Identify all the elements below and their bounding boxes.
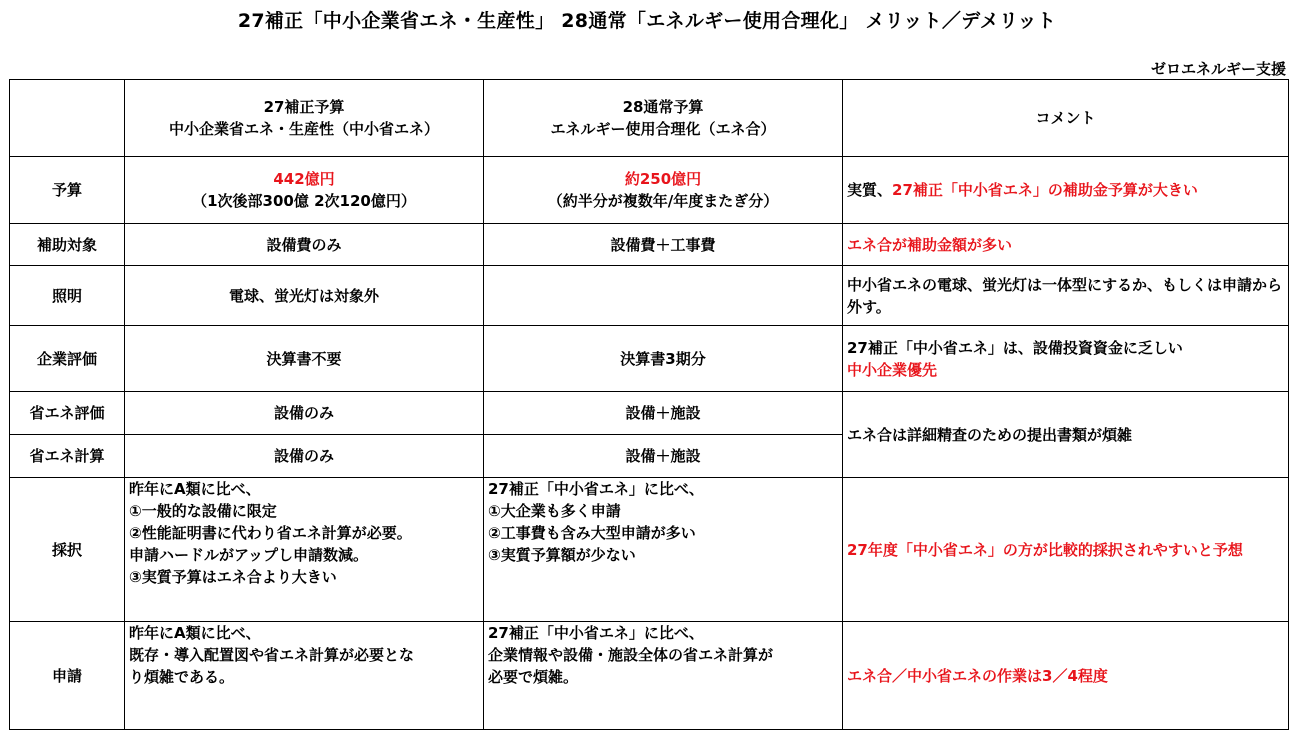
- adoption-comment: 27年度「中小省エネ」の方が比較的採択されやすいと予想: [847, 540, 1243, 559]
- comparison-table: [9, 79, 1289, 730]
- table-cell: 設備＋施設: [484, 435, 843, 478]
- application-27-line: り煩雑である。: [129, 668, 235, 686]
- energy-merged-comment-cell: エネ合は詳細精査のための提出書類が煩雑: [843, 392, 1289, 478]
- row-label: 企業評価: [10, 326, 125, 392]
- header-col-comment: コメント: [843, 80, 1289, 157]
- row-budget: [10, 157, 1289, 224]
- adoption-28-line: ①大企業も多く申請: [488, 502, 621, 520]
- company-eval-comment: 27補正「中小省エネ」は、設備投資資金に乏しい: [847, 338, 1183, 357]
- header-col1-line2: 中小企業省エネ・生産性（中小省エネ）: [168, 120, 439, 138]
- budget-28-cell: [484, 157, 843, 224]
- adoption-27-line: 昨年にA類に比べ、: [129, 480, 261, 498]
- lighting-comment-cell: [843, 266, 1289, 326]
- budget-27-amount: 442億円: [273, 170, 335, 188]
- row-lighting: [10, 266, 1289, 326]
- table-cell: 設備費のみ: [125, 224, 484, 266]
- header-row: [10, 80, 1289, 157]
- adoption-27-line: ②性能証明書に代わり省エネ計算が必要。: [129, 524, 412, 542]
- source-label: ゼロエネルギー支援: [1150, 60, 1286, 78]
- table-cell: 設備＋施設: [484, 392, 843, 435]
- application-28-cell: [484, 622, 843, 730]
- adoption-28-line: 27補正「中小省エネ」に比べ、: [488, 480, 704, 498]
- application-comment-cell: エネ合／中小省エネの作業は3／4程度: [843, 622, 1289, 730]
- company-eval-comment-emphasis: 中小企業優先: [847, 360, 938, 379]
- subsidy-comment-cell: エネ合が補助金額が多い: [843, 224, 1289, 266]
- header-col-27-supplementary: [125, 80, 484, 157]
- table-cell: 決算書3期分: [484, 326, 843, 392]
- budget-28-detail: （約半分が複数年/年度またぎ分）: [547, 192, 779, 210]
- row-adoption: [10, 478, 1289, 622]
- row-subsidy-target: [10, 224, 1289, 266]
- table-cell: 電球、蛍光灯は対象外: [125, 266, 484, 326]
- row-label: 省エネ計算: [10, 435, 125, 478]
- row-energy-eval: [10, 392, 1289, 435]
- table-cell: 設備費＋工事費: [484, 224, 843, 266]
- header-col-28-regular: [484, 80, 843, 157]
- adoption-28-line: ③実質予算額が少ない: [488, 546, 636, 564]
- row-label: 補助対象: [10, 224, 125, 266]
- row-label: 省エネ評価: [10, 392, 125, 435]
- table-cell: 設備のみ: [125, 435, 484, 478]
- adoption-27-cell: [125, 478, 484, 622]
- adoption-28-line: ②工事費も含み大型申請が多い: [488, 524, 696, 542]
- budget-27-cell: [125, 157, 484, 224]
- adoption-27-line: ③実質予算はエネ合より大きい: [129, 568, 337, 586]
- company-eval-comment-cell: [843, 326, 1289, 392]
- budget-comment-cell: [843, 157, 1289, 224]
- header-col1-line1: 27補正予算: [263, 98, 345, 116]
- adoption-27-line: ①一般的な設備に限定: [129, 502, 277, 520]
- row-label: 申請: [10, 622, 125, 730]
- adoption-28-cell: [484, 478, 843, 622]
- page-title: 27補正「中小企業省エネ・生産性」 28通常「エネルギー使用合理化」 メリット／デメリット: [237, 10, 1057, 32]
- application-27-line: 昨年にA類に比べ、: [129, 624, 261, 642]
- budget-comment-prefix: 実質、: [847, 181, 893, 199]
- budget-27-detail: （1次後部300億 2次120億円）: [192, 192, 416, 210]
- row-company-eval: [10, 326, 1289, 392]
- adoption-27-line: 申請ハードルがアップし申請数減。: [129, 546, 368, 564]
- application-28-line: 27補正「中小省エネ」に比べ、: [488, 624, 704, 642]
- header-col2-line2: エネルギー使用合理化（エネ合）: [550, 120, 776, 138]
- table-cell: [484, 266, 843, 326]
- adoption-comment-cell: [843, 478, 1289, 622]
- table-cell: 設備のみ: [125, 392, 484, 435]
- budget-28-amount: 約250億円: [624, 170, 702, 188]
- lighting-comment: 中小省エネの電球、蛍光灯は一体型にするか、もしくは申請から外す。: [847, 275, 1283, 316]
- header-corner-cell: [10, 80, 125, 157]
- application-28-line: 企業情報や設備・施設全体の省エネ計算が: [488, 646, 774, 664]
- row-application: [10, 622, 1289, 730]
- row-label: 予算: [10, 157, 125, 224]
- row-label: 採択: [10, 478, 125, 622]
- header-col2-line1: 28通常予算: [622, 98, 704, 116]
- application-27-cell: [125, 622, 484, 730]
- application-27-line: 既存・導入配置図や省エネ計算が必要とな: [129, 646, 415, 664]
- row-label: 照明: [10, 266, 125, 326]
- table-cell: 決算書不要: [125, 326, 484, 392]
- budget-comment-emphasis: 27補正「中小省エネ」の補助金予算が大きい: [892, 181, 1198, 199]
- application-28-line: 必要で煩雑。: [488, 668, 579, 686]
